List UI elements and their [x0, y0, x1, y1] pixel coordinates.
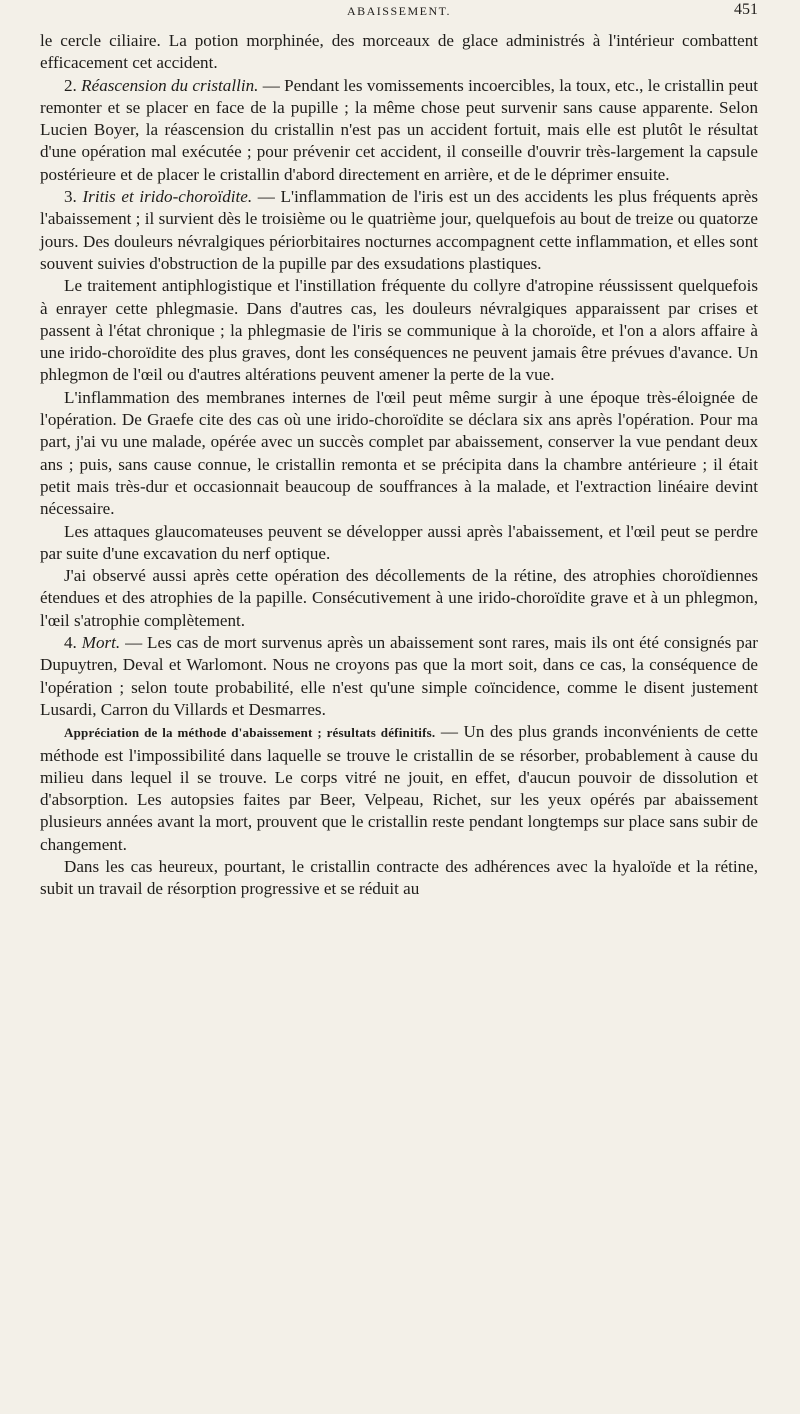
list-number: 3. — [64, 187, 77, 207]
heading-mort: Mort. — [81, 633, 121, 653]
paragraph-appreciation: Appréciation de la méthode d'abaissement ; résultats définitifs. — Un des plus grands inconvénients de cette méthode est l'impossibilité dans laquelle se trouve le cristallin de se résorber, probablement à cause du milieu dans lequel il se trouve. Le corps vitré ne jouit, en effet, d'aucun pouvoir de dissolution et d'absorption. Les autopsies faites par Beer, Velpeau, Richet, sur les yeux opérés par abaissement plusieurs années avant la mort, prouvent que le cristallin reste pendant longtemps sur place sans subir de changement. — [40, 722, 758, 854]
paragraph-glaucome: Les attaques glaucomateuses peuvent se développer aussi après l'abaissement, et l'œil peut se perdre par suite d'une excavation du nerf optique. — [40, 521, 758, 563]
section-heading-appreciation: Appréciation de la méthode d'abaissement ; résultats définitifs. — [64, 725, 436, 741]
body-text — [40, 30, 758, 901]
heading-iritis: Iritis et irido-choroïdite. — [82, 187, 253, 207]
paragraph-cas-heureux: Dans les cas heureux, pourtant, le cristallin contracte des adhérences avec la hyaloïde et la rétine, subit un travail de résorption progressive et se réduit au — [40, 856, 758, 899]
list-number: 2. — [64, 75, 77, 95]
running-title: ABAISSEMENT. — [346, 4, 452, 18]
paragraph-traitement: Le traitement antiphlogistique et l'instillation fréquente du collyre d'atropine réussissent quelquefois à enrayer cette phlegmasie. Dans d'autres cas, les douleurs névralgiques apparaissent par crises et passent à l'état chronique ; la phlegmasie de l'iris se communique à la choroïde, et l'on a alors affaire à une irido-choroïdite des plus graves, dont les conséquences ne peuvent jamais être prévues d'avance. Un phlegmon de l'œil ou d'autres altérations peuvent amener la perte de la vue. — [40, 276, 758, 385]
paragraph-continuation: le cercle ciliaire. La potion morphinée, des morceaux de glace administrés à l'intérieur combattent efficacement cet accident. — [40, 31, 758, 73]
paragraph-mort: 4. Mort. — Les cas de mort survenus après un abaissement sont rares, mais ils ont été consignés par Dupuytren, Deval et Warlomont. Nous ne croyons pas que la mort soit, dans ce cas, la conséquence de l'opération ; selon toute probabilité, elle n'est qu'une simple coïncidence, comme le disent justement Lusardi, Carron du Villards et Desmarres. — [40, 633, 759, 719]
heading-reascension: Réascension du cristallin. — [81, 75, 259, 95]
page-number: 451 — [734, 1, 758, 18]
paragraph-iritis: 3. Iritis et irido-choroïdite. — L'inflammation de l'iris est un des accidents les plus fréquents après l'abaissement ; il survient dès le troisième ou le quatrième jour, quelquefois au bout de treize ou quatorze jours. Des douleurs névralgiques périorbitaires nocturnes accompagnent cette inflammation, et elles sont souvent suivies d'obstruction de la pupille par des exsudations plastiques. — [40, 187, 758, 273]
paragraph-inflammation: L'inflammation des membranes internes de l'œil peut même surgir à une époque très-éloignée de l'opération. De Graefe cite des cas où une irido-choroïdite se déclara six ans après l'opération. Pour ma part, j'ai vu une malade, opérée avec un succès complet par abaissement, conserver la vue pendant deux ans ; puis, sans cause connue, le cristallin remonta et se précipita dans la chambre antérieure ; il était petit mais très-dur et occasionnait beaucoup de souffrances à la malade, et l'extraction linéaire devint nécessaire. — [40, 387, 758, 519]
paragraph-decollements: J'ai observé aussi après cette opération des décollements de la rétine, des atrophies choroïdiennes étendues et des atrophies de la papille. Consécutivement à une irido-choroïdite grave et à un phlegmon, l'œil s'atrophie complètement. — [40, 566, 758, 630]
running-head — [40, 0, 758, 30]
paragraph-reascension: 2. Réascension du cristallin. — Pendant les vomissements incoercibles, la toux, etc., le cristallin peut remonter et se placer en face de la pupille ; la même chose peut survenir sans cause apparente. Selon Lucien Boyer, la réascension du cristallin n'est pas un accident fortuit, mais elle est plutôt le résultat d'une opération mal exécutée ; pour prévenir cet accident, il conseille d'ouvrir très-largement la capsule postérieure et de placer le cristallin d'abord directement en arrière, et de le déprimer ensuite. — [40, 75, 758, 184]
list-number: 4. — [64, 633, 77, 653]
